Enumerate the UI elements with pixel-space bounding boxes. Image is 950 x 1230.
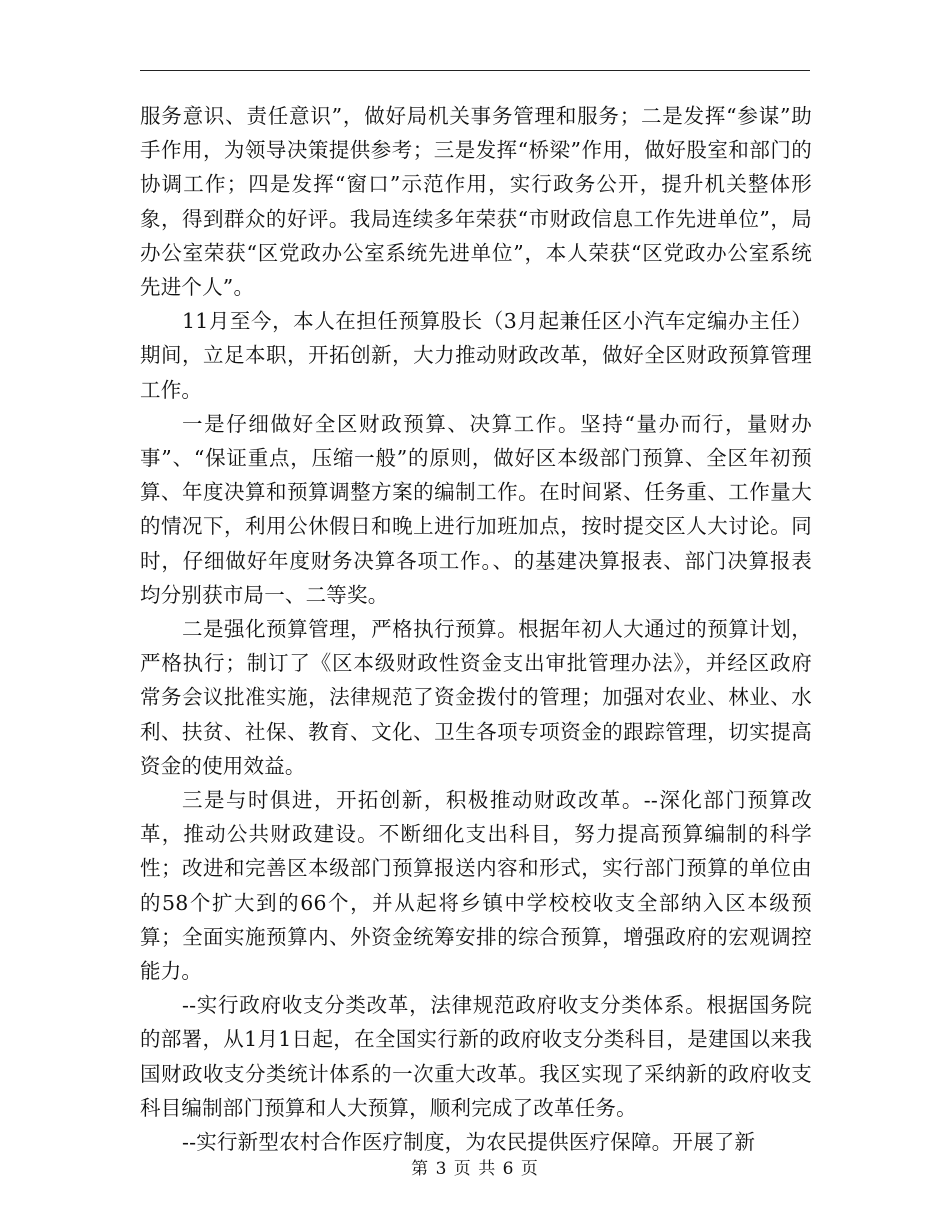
- paragraph-7: --实行新型农村合作医疗制度，为农民提供医疗保障。开展了新: [182, 1130, 756, 1155]
- paragraph-3: 一是仔细做好全区财政预算、决算工作。坚持“量办而行，量财办事”、“保证重点，压缩一般”的原则，做好区本级部门预算、全区年初预算、年度决算和预算调整方案的编制工作。在时间紧、任务重、工作量大的情况下，利用公休假日和晚上进行加班加点，按时提交区人大讨论。同时，仔细做好年度财务决算各项工作。、的基建决算报表、部门决算报表均分别获市局一、二等奖。: [140, 411, 812, 607]
- paragraph-5: 三是与时俱进，开拓创新，积极推动财政改革。--深化部门预算改革，推动公共财政建设。不断细化支出科目，努力提高预算编制的科学性；改进和完善区本级部门预算报送内容和形式，实行部门预算的单位由的58个扩大到的66个，并从起将乡镇中学校校收支全部纳入区本级预算；全面实施预算内、外资金统筹安排的综合预算，增强政府的宏观调控能力。: [140, 788, 812, 984]
- header-rule: [140, 70, 810, 71]
- paragraph-6: --实行政府收支分类改革，法律规范政府收支分类体系。根据国务院的部署，从1月1日起，在全国实行新的政府收支分类科目，是建国以来我国财政收支分类统计体系的一次重大改革。我区实现了采纳新的政府收支科目编制部门预算和人大预算，顺利完成了改革任务。: [140, 993, 812, 1120]
- document-body: [140, 99, 812, 1159]
- paragraph-4: 二是强化预算管理，严格执行预算。根据年初人大通过的预算计划，严格执行；制订了《区本级财政性资金支出审批管理办法》，并经区政府常务会议批准实施，法律规范了资金拨付的管理；加强对农业、林业、水利、扶贫、社保、教育、文化、卫生各项专项资金的跟踪管理，切实提高资金的使用效益。: [140, 617, 812, 778]
- page-number-footer: 第 3 页 共 6 页: [411, 1159, 539, 1179]
- paragraph-2: 11月至今，本人在担任预算股长（3月起兼任区小汽车定编办主任）期间，立足本职，开拓创新，大力推动财政改革，做好全区财政预算管理工作。: [140, 309, 812, 402]
- paragraph-1: 服务意识、责任意识”，做好局机关事务管理和服务；二是发挥“参谋”助手作用，为领导决策提供参考；三是发挥“桥梁”作用，做好股室和部门的协调工作；四是发挥“窗口”示范作用，实行政务公开，提升机关整体形象，得到群众的好评。我局连续多年荣获“市财政信息工作先进单位”，局办公室荣获“区党政办公室系统先进单位”，本人荣获“区党政办公室系统先进个人”。: [140, 104, 812, 300]
